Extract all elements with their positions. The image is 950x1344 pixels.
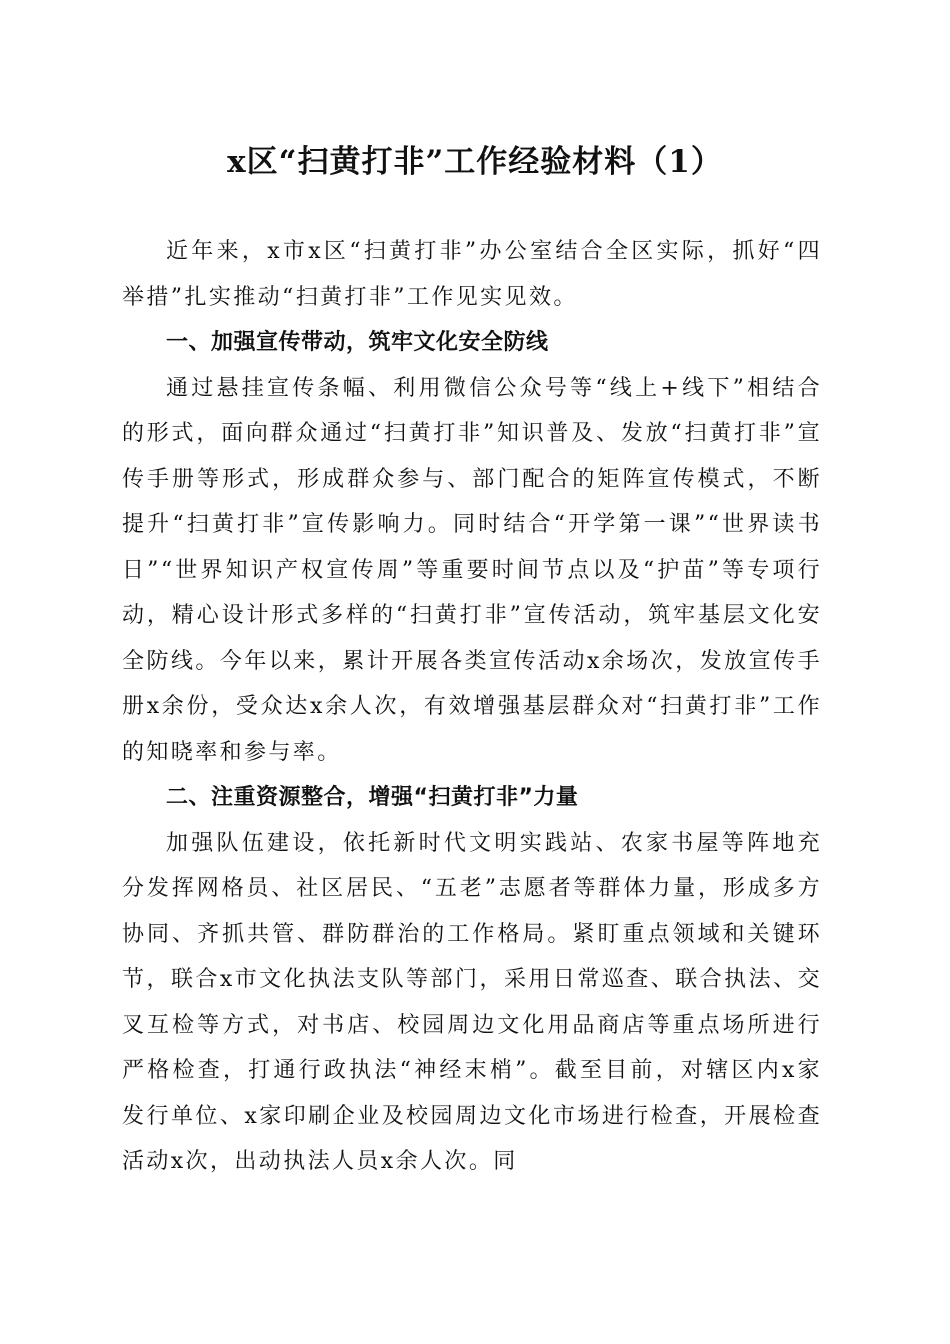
- section-2-heading: 二、注重资源整合，增强“扫黄打非”力量: [166, 785, 579, 810]
- document-body: [122, 229, 822, 1185]
- section-2-paragraph: 加强队伍建设，依托新时代文明实践站、农家书屋等阵地充分发挥网格员、社区居民、“五老”志愿者等群体力量，形成多方协同、齐抓共管、群防群治的工作格局。紧盯重点领域和关键环节，联合x市文化执法支队等部门，采用日常巡查、联合执法、交叉互检等方式，对书店、校园周边文化用品商店等重点场所进行严格检查，打通行政执法“神经末梢”。截至目前，对辖区内x家发行单位、x家印刷企业及校园周边文化市场进行检查，开展检查活动x次，出动执法人员x余人次。同: [122, 830, 822, 1174]
- section-1-paragraph: 通过悬挂宣传条幅、利用微信公众号等“线上+线下”相结合的形式，面向群众通过“扫黄打非”知识普及、发放“扫黄打非”宣传手册等形式，形成群众参与、部门配合的矩阵宣传模式，不断提升“扫黄打非”宣传影响力。同时结合“开学第一课”“世界读书日”“世界知识产权宣传周”等重要时间节点以及“护苗”等专项行动，精心设计形式多样的“扫黄打非”宣传活动，筑牢基层文化安全防线。今年以来，累计开展各类宣传活动x余场次，发放宣传手册x余份，受众达x余人次，有效增强基层群众对“扫黄打非”工作的知晓率和参与率。: [122, 375, 822, 765]
- document-title: x区“扫黄打非”工作经验材料（1）: [227, 144, 723, 180]
- intro-paragraph: 近年来，x市x区“扫黄打非”办公室结合全区实际，抓好“四举措”扎实推动“扫黄打非”工作见实见效。: [122, 239, 822, 310]
- section-1-heading: 一、加强宣传带动，筑牢文化安全防线: [166, 330, 549, 355]
